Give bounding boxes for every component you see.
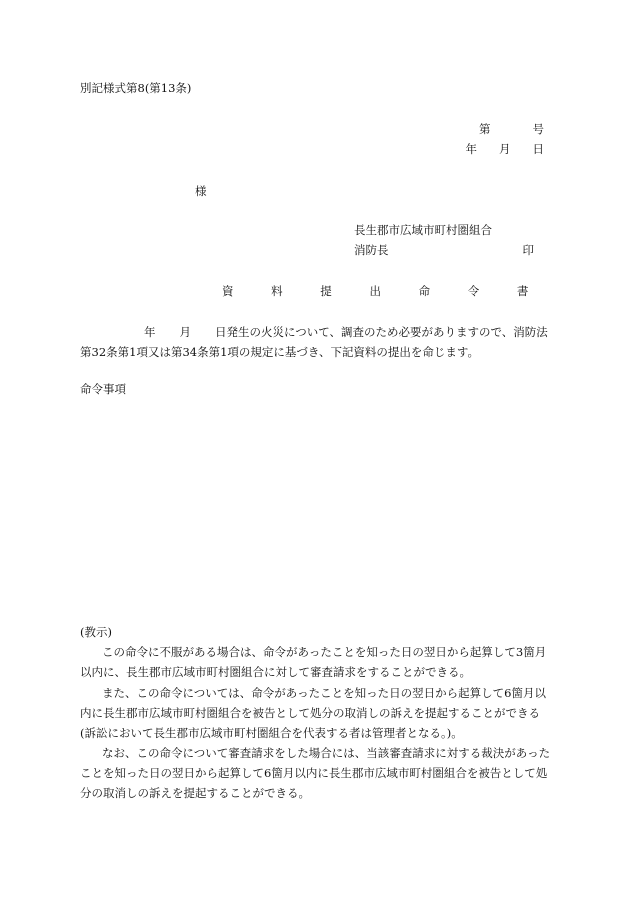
issuer-organization: 長生郡市広域市町村圏組合 (354, 223, 492, 237)
number-prefix: 第 (479, 122, 491, 136)
document-number-line (479, 121, 544, 137)
addressee-honorific: 様 (195, 184, 207, 198)
date-day: 日 (532, 142, 544, 156)
notice-heading: (教示) (80, 625, 112, 639)
body-paragraph (80, 322, 552, 362)
issue-date-line (466, 141, 545, 157)
number-suffix: 号 (532, 122, 544, 136)
seal-mark: 印 (522, 243, 534, 257)
date-year: 年 (465, 142, 477, 156)
document-title: 資 料 提 出 命 令 書 (222, 284, 546, 298)
notice-paragraph: また、この命令については、命令があったことを知った日の翌日から起算して6箇月以内に長生郡市広域市町村圏組合を被告として処分の取消しの訴えを提起することができる(訴訟において長生郡市広域市町村圏組合を代表する者は管理者となる。)。 (80, 686, 546, 740)
body-text: 日発生の火災について、調査のため必要がありますので、消防法第32条第1項又は第34条第1項の規定に基づき、下記資料の提出を命じます。 (80, 325, 548, 359)
date-month: 月 (499, 142, 511, 156)
notice-paragraph: なお、この命令について審査請求をした場合には、当該審査請求に対する裁決があったことを知った日の翌日から起算して6箇月以内に長生郡市広域市町村圏組合を被告として処分の取消しの訴えを提起することができる。 (80, 746, 551, 800)
issuer-title-line (354, 242, 534, 258)
body-year: 年 (144, 325, 156, 339)
orders-content-area (80, 405, 552, 610)
body-month: 月 (179, 325, 191, 339)
form-label: 別記様式第8(第13条) (80, 81, 192, 95)
notice-paragraph: この命令に不服がある場合は、命令があったことを知った日の翌日から起算して3箇月以内に、長生郡市広域市町村圏組合に対して審査請求をすることができる。 (80, 645, 547, 679)
orders-heading: 命令事項 (80, 382, 126, 396)
issuer-title: 消防長 (354, 243, 389, 257)
